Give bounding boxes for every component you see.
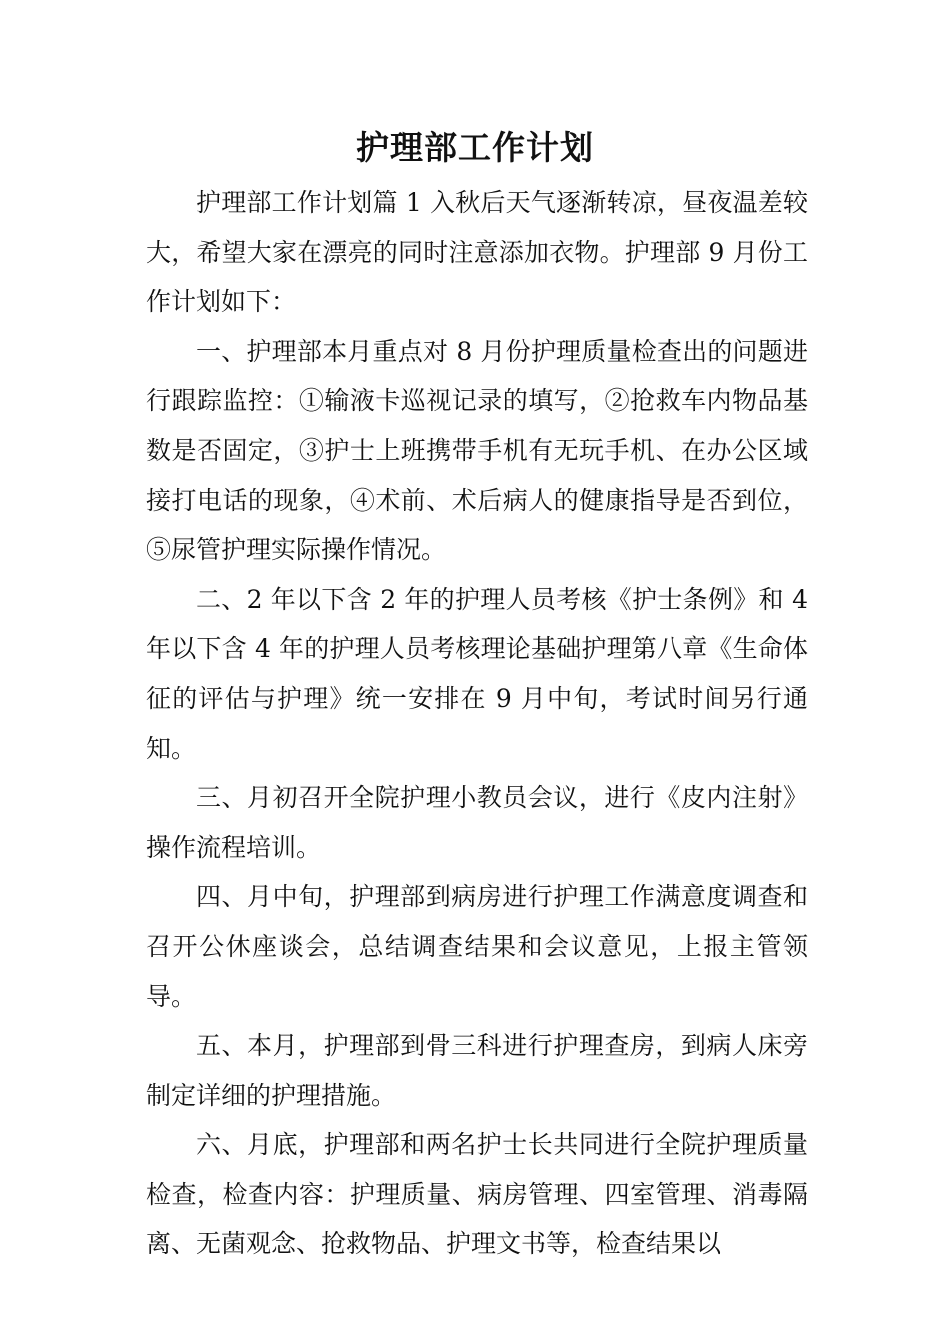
document-body — [146, 178, 808, 1269]
paragraph-item-5: 五、本月，护理部到骨三科进行护理查房，到病人床旁制定详细的护理措施。 — [146, 1031, 808, 1110]
paragraph-intro: 护理部工作计划篇 1 入秋后天气逐渐转凉，昼夜温差较大，希望大家在漂亮的同时注意添加衣物。护理部 9 月份工作计划如下： — [146, 188, 808, 317]
document-title: 护理部工作计划 — [356, 128, 594, 167]
paragraph-item-1: 一、护理部本月重点对 8 月份护理质量检查出的问题进行跟踪监控：①输液卡巡视记录的填写，②抢救车内物品基数是否固定，③护士上班携带手机有无玩手机、在办公区域接打电话的现象，④术前、术后病人的健康指导是否到位，⑤尿管护理实际操作情况。 — [146, 336, 808, 565]
paragraph-item-3: 三、月初召开全院护理小教员会议，进行《皮内注射》操作流程培训。 — [146, 783, 808, 862]
paragraph-item-4: 四、月中旬，护理部到病房进行护理工作满意度调查和召开公休座谈会，总结调查结果和会议意见，上报主管领导。 — [146, 882, 808, 1011]
paragraph-item-6: 六、月底，护理部和两名护士长共同进行全院护理质量检查，检查内容：护理质量、病房管理、四室管理、消毒隔离、无菌观念、抢救物品、护理文书等，检查结果以 — [146, 1130, 808, 1259]
paragraph-item-2: 二、2 年以下含 2 年的护理人员考核《护士条例》和 4 年以下含 4 年的护理人员考核理论基础护理第八章《生命体征的评估与护理》统一安排在 9 月中旬，考试时间另行通知。 — [146, 584, 808, 763]
